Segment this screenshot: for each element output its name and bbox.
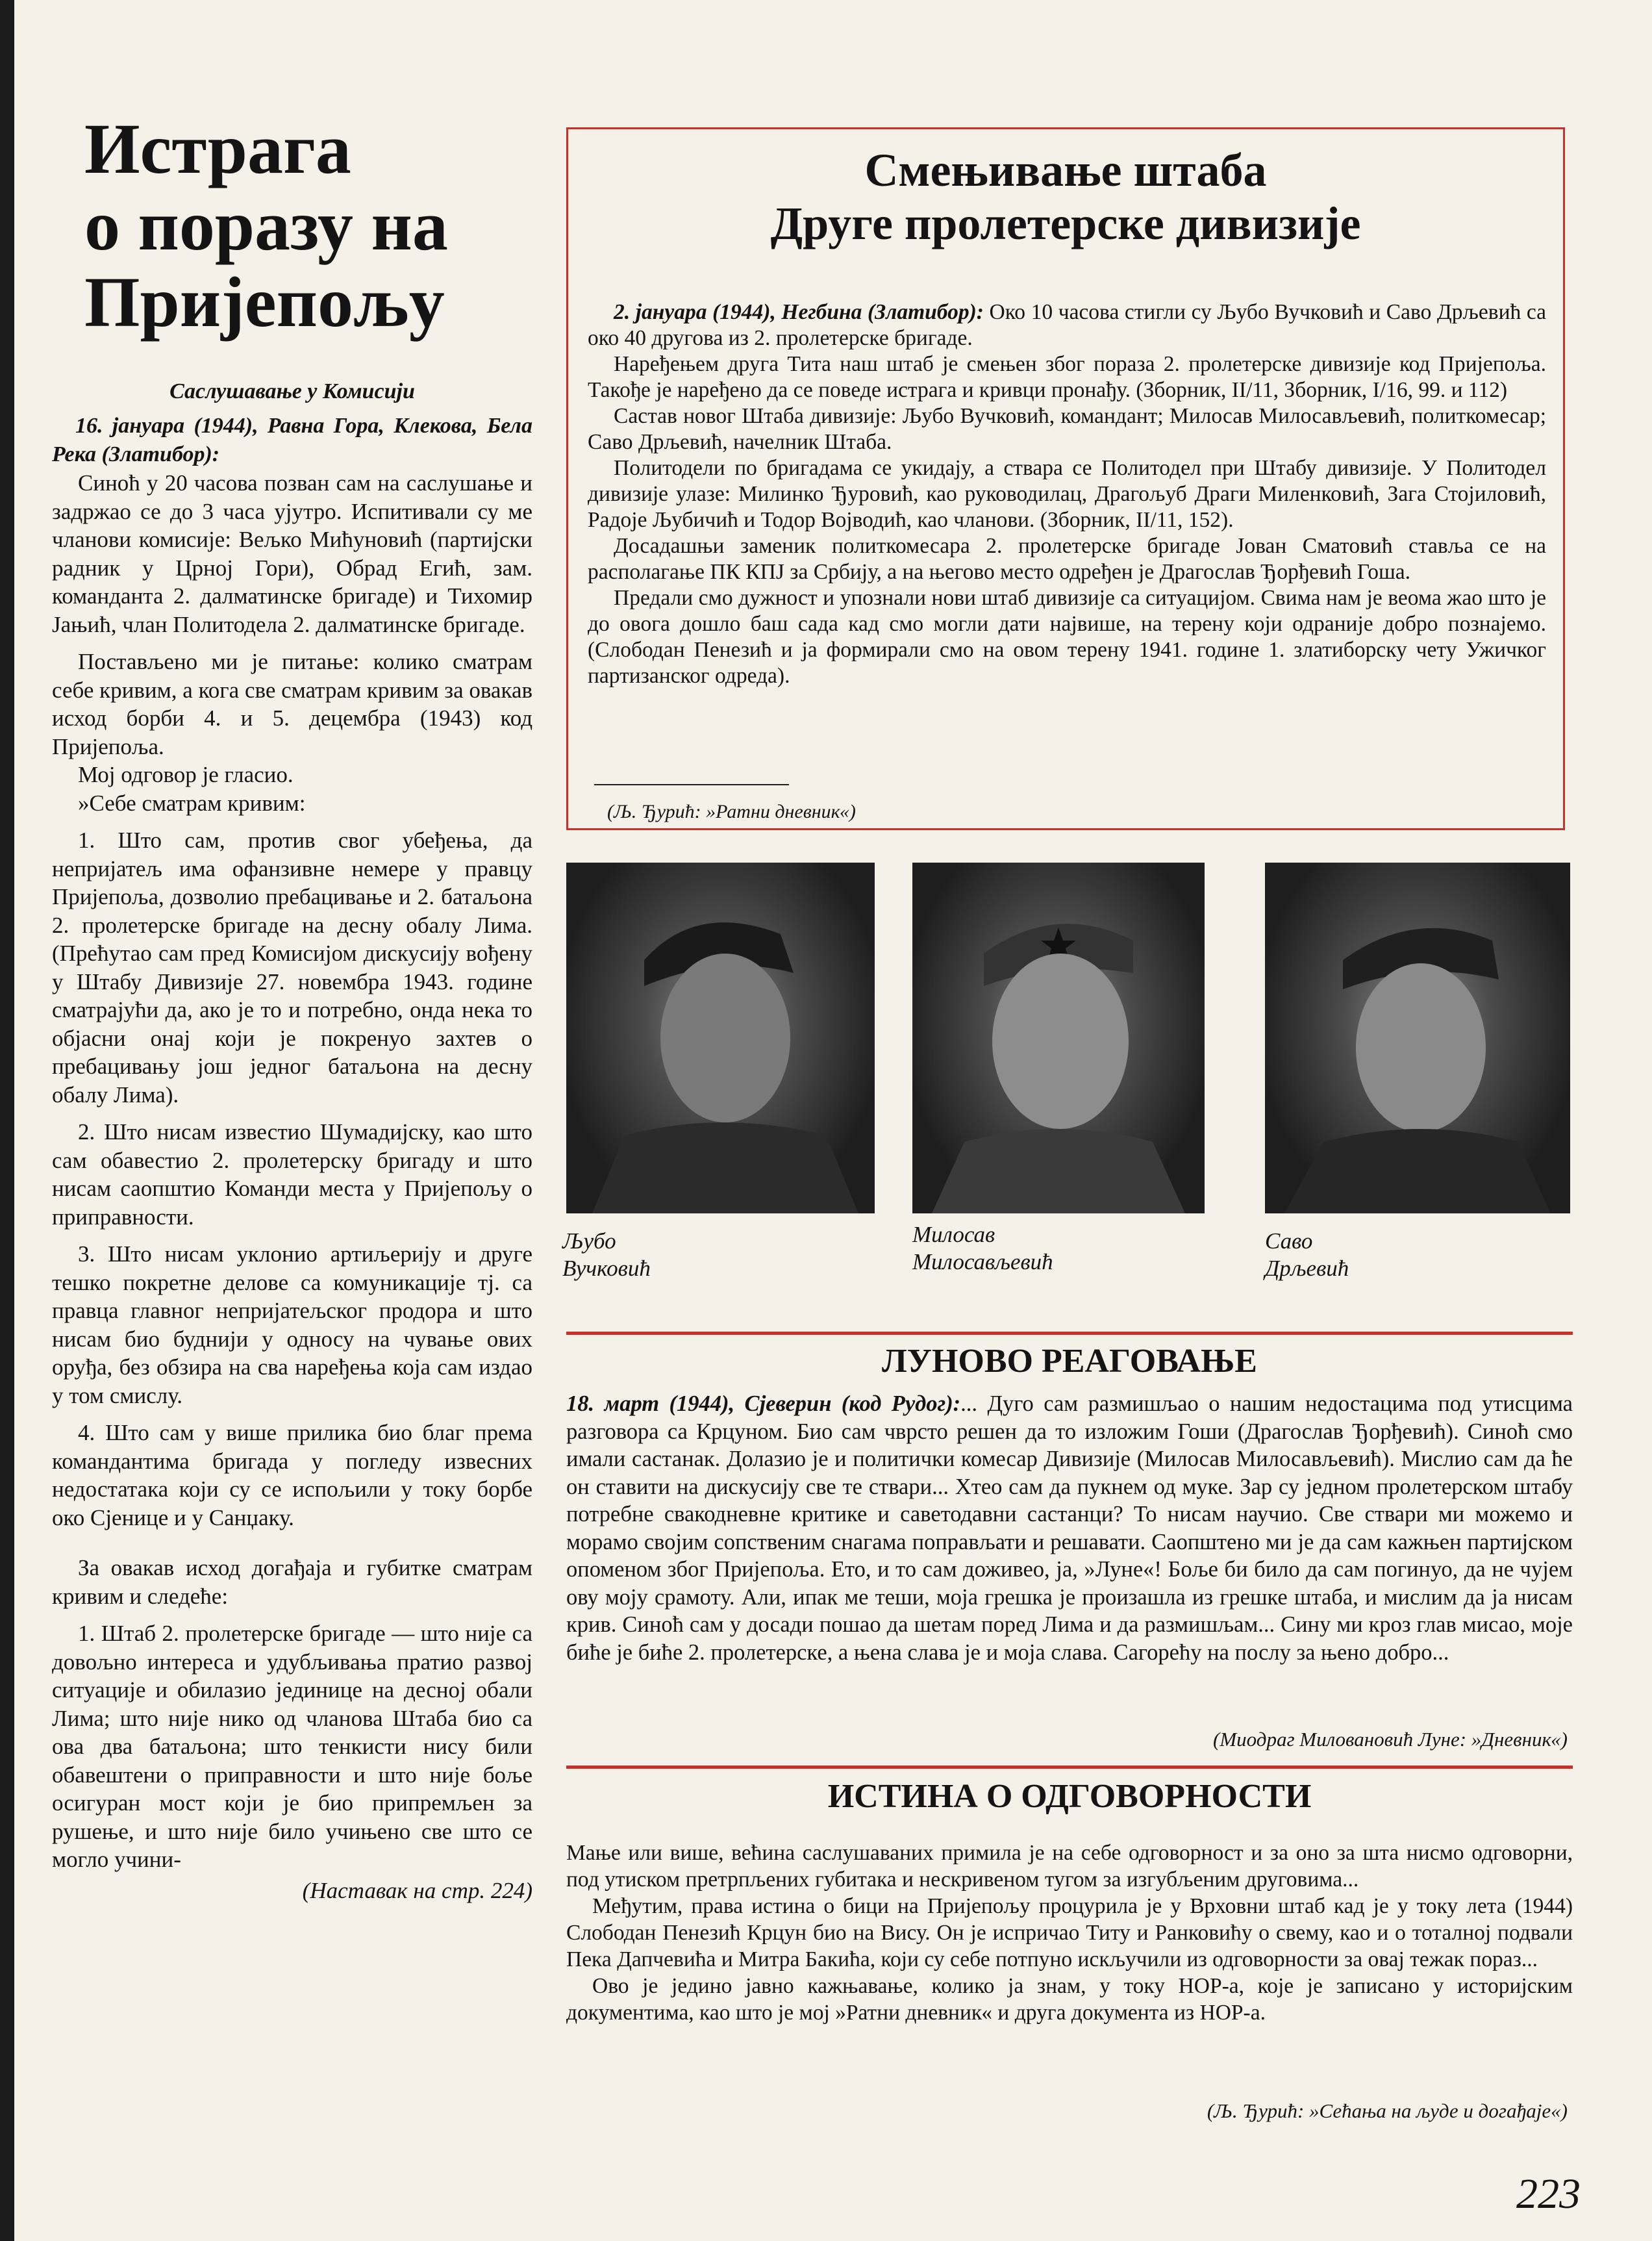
source-citation: (Миодраг Миловановић Луне: »Дневник«)	[1213, 1728, 1568, 1751]
list-item: 1. Што сам, против свог убеђења, да непријатељ има офанзивне немере у правцу Пријепоља, дозволио пребацивање и 2. батаљона 2. пролетерске бригаде на десну обалу Лима. (Прећутао сам пред Комисијом дискусију вођену у Штабу Дивизије 27. новембра 1943. године сматрајући да, ако је то и потребно, онда нека то објасни онај који је покренуо захтев о пребацивању још једног батаљона на десну обалу Лима).	[52, 828, 532, 1108]
paragraph: Постављено ми је питање: колико сматрам себе кривим, а кога све сматрам кривим за овакав исход борби 4. и 5. децембра (1943) код Пријепоља.	[52, 649, 532, 759]
caption-line: Вучковић	[562, 1256, 651, 1281]
dateline: 18. март (1944), Сјеверин (код Рудог):	[566, 1391, 961, 1416]
paragraph: Мој одговор је гласио.	[78, 762, 294, 787]
left-column	[52, 110, 532, 1904]
paragraph: Наређењем друга Тита наш штаб је смењен због пораза 2. пролетерске дивизије код Пријепоља. Такође је наређено да се поведе истрага и кривци пронађу. (Зборник, II/11, Зборник, I/16, 99. и 112)	[588, 352, 1546, 402]
scan-edge	[0, 0, 14, 2241]
caption-line: Милосав	[912, 1222, 995, 1247]
main-title-line: Истрага	[84, 109, 351, 188]
dateline: 2. јануара (1944), Негбина (Златибор):	[614, 300, 984, 324]
main-title-line: о поразу на	[84, 186, 448, 265]
list-item: 2. Што нисам известио Шумадијску, као што сам обавестио 2. пролетерску бригаду и што нисам саопштио Команди места у Пријепољу о приправности.	[52, 1119, 532, 1230]
photo-caption	[912, 1221, 1053, 1276]
box-body	[588, 299, 1546, 689]
main-title	[84, 110, 532, 340]
section-title: ЛУНОВО РЕАГОВАЊЕ	[882, 1343, 1257, 1380]
paragraph: Мање или више, већина саслушаваних примила је на себе одговорност и за оно за шта нисмо одговорни, под утиском претрпљених губитака и нескривеном тугом за изгубљеним друговима...	[566, 1841, 1573, 1892]
list-item: 1. Штаб 2. пролетерске бригаде — што није са довољно интереса и удубљивања пратио развој ситуације и обилазио јединице на десној обали Лима; што није нико од чланова Штаба био са ова два батаљона; што тенкисти нису били обавештени о приправности и што није боље осигуран мост који је био припремљен за рушење, и што није било учињено све што се могло учини-	[52, 1621, 532, 1872]
caption-line: Саво	[1265, 1228, 1313, 1254]
paragraph: Политодели по бригадама се укидају, а ствара се Политодел при Штабу дивизије. У Политодел дивизије улазе: Милинко Ђуровић, као руководилац, Драгољуб Драги Миленковић, Зага Стојиловић, Радоје Љубичић и Тодор Војводић, као чланови. (Зборник, II/11, 152).	[588, 456, 1546, 532]
paragraph: Ово је једино јавно кажњавање, колико ја знам, у току НОР-а, које је записано у историјским документима, као што је мој »Ратни дневник« и друга документа из НОР-а.	[566, 1974, 1573, 2025]
caption-line: Дрљевић	[1265, 1256, 1349, 1281]
photo-caption	[1265, 1228, 1349, 1282]
paragraph: Међутим, права истина о бици на Пријепољу процурила је у Врховни штаб кад је у току лета (1944) Слободан Пенезић Крцун био на Вису. Он је испричао Титу и Ранковићу о свему, као и о тоталној подвали Пека Дапчевића и Митра Бакића, који су себе потпуно искључили из одговорности за овај тежак пораз...	[566, 1894, 1573, 1971]
box-title-line: Смењивање штаба	[864, 144, 1267, 196]
list-item: 4. Што сам у више прилика био благ према командантима бригада у погледу извесних недостатака који су се испољили у току борбе око Сјенице и у Санџаку.	[52, 1420, 532, 1530]
main-title-line: Пријепољу	[84, 262, 445, 342]
page-number: 223	[1516, 2170, 1581, 2218]
paragraph	[566, 1390, 1573, 1666]
list-item: 3. Што нисам уклонио артиљерију и друге тешко покретне делове са комуникације тј. са правца главног непријатељског продора и што нисам био буднији у односу на чување ових оруђа, без обзира на сва наређења која сам издао у том смислу.	[52, 1241, 532, 1408]
paragraph	[588, 299, 1546, 351]
paragraph: »Себе сматрам кривим:	[78, 790, 306, 816]
box-title	[568, 144, 1563, 250]
paragraph: Предали смо дужност и упознали нови штаб дивизије са ситуацијом. Свима нам је веома жао што је до овога дошло баш сада кад смо могли дати највише, на терену који одраније добро познајемо. (Слободан Пенезић и ја формирали смо на овом терену 1941. године 1. златиборску чету Ужичког партизанског одреда).	[588, 586, 1546, 688]
section-title: ИСТИНА О ОДГОВОРНОСТИ	[827, 1778, 1312, 1815]
paragraph: За овакав исход догађаја и губитке сматрам кривим и следеће:	[52, 1555, 532, 1609]
portrait-photo	[912, 863, 1205, 1213]
section-body	[566, 1390, 1573, 1666]
portrait-photo	[566, 863, 875, 1213]
paragraph: Досадашњи заменик политкомесара 2. пролетерске бригаде Јован Сматовић ставља се на располагање ПК КПЈ за Србију, а на његово место одређен је Драгослав Ђорђевић Гоша.	[588, 534, 1546, 584]
section-body	[566, 1840, 1573, 2026]
continued-note: (Наставак на стр. 224)	[302, 1877, 532, 1903]
red-divider	[566, 1766, 1573, 1769]
paragraph-text: ... Дуго сам размишљао о нашим недостацима под утисцима разговора са Крцуном. Био сам чврсто решен да то изложим Гоши (Драгослав Ђорђевић). Синоћ смо имали састанак. Долазио је и политички комесар Дивизије (Милосав Милосављевић). Мислио сам да ће он ставити на дискусију све те ствари... Хтео сам да пукнем од муке. Зар су једном пролетерском штабу потребне свакодневне критике и саветодавни састанци? То нисам научио. Све ствари ми можемо и морамо својим сопственим снагама поправљати и решавати. Саопштено ми је да сам кажњен партијском опоменом због Пријепоља. Ето, и то сам доживео, ја, »Луне«! Боље би било да сам погинуо, да не чујем ову моју срамоту. Али, ипак ме теши, моја грешка је произашла из грешке штаба, и мислим да ја нисам крив. Синоћ сам у досади пошао да шетам поред Лима и да размишљам... Сину ми кроз глав мисао, моје биће је биће 2. пролетерске, а њена слава је и моја слава. Сагорећу на послу за њено добро...	[566, 1391, 1573, 1665]
red-divider	[566, 1332, 1573, 1335]
paragraph: Састав новог Штаба дивизије: Љубо Вучковић, командант; Милосав Милосављевић, политкомесар; Саво Дрљевић, начелник Штаба.	[588, 404, 1546, 454]
paragraph-text: Око 10 часова стигли су Љубо Вучковић и Саво Дрљевић са око 40 другова из 2. пролетерске бригаде.	[588, 300, 1546, 350]
source-citation: (Љ. Ђурић: »Сећања на људе и догађаје«)	[1207, 2099, 1568, 2122]
photo-caption	[562, 1228, 651, 1282]
left-body	[52, 469, 532, 1874]
paragraph: Синоћ у 20 часова позван сам на саслушање и задржао се до 3 часа ујутро. Испитивали су ме чланови комисије: Вељко Мићуновић (партијски радник у Црној Гори), Обрад Егић, зам. команданта 2. далматинске бригаде) и Тихомир Јањић, члан Политодела 2. далматинске бригаде.	[52, 470, 532, 637]
divider	[594, 784, 789, 785]
box-title-line: Друге пролетерске дивизије	[770, 197, 1361, 249]
portrait-photo	[1265, 863, 1570, 1213]
caption-line: Љубо	[562, 1228, 616, 1254]
dateline: 16. јануара (1944), Равна Гора, Клековa, Бела Река (Златибор):	[52, 414, 532, 466]
section-subhead: Саслушавање у Комисији	[169, 379, 415, 403]
boxed-article	[566, 127, 1565, 830]
source-citation: (Љ. Ђурић: »Ратни дневник«)	[607, 801, 856, 822]
caption-line: Милосављевић	[912, 1249, 1053, 1274]
